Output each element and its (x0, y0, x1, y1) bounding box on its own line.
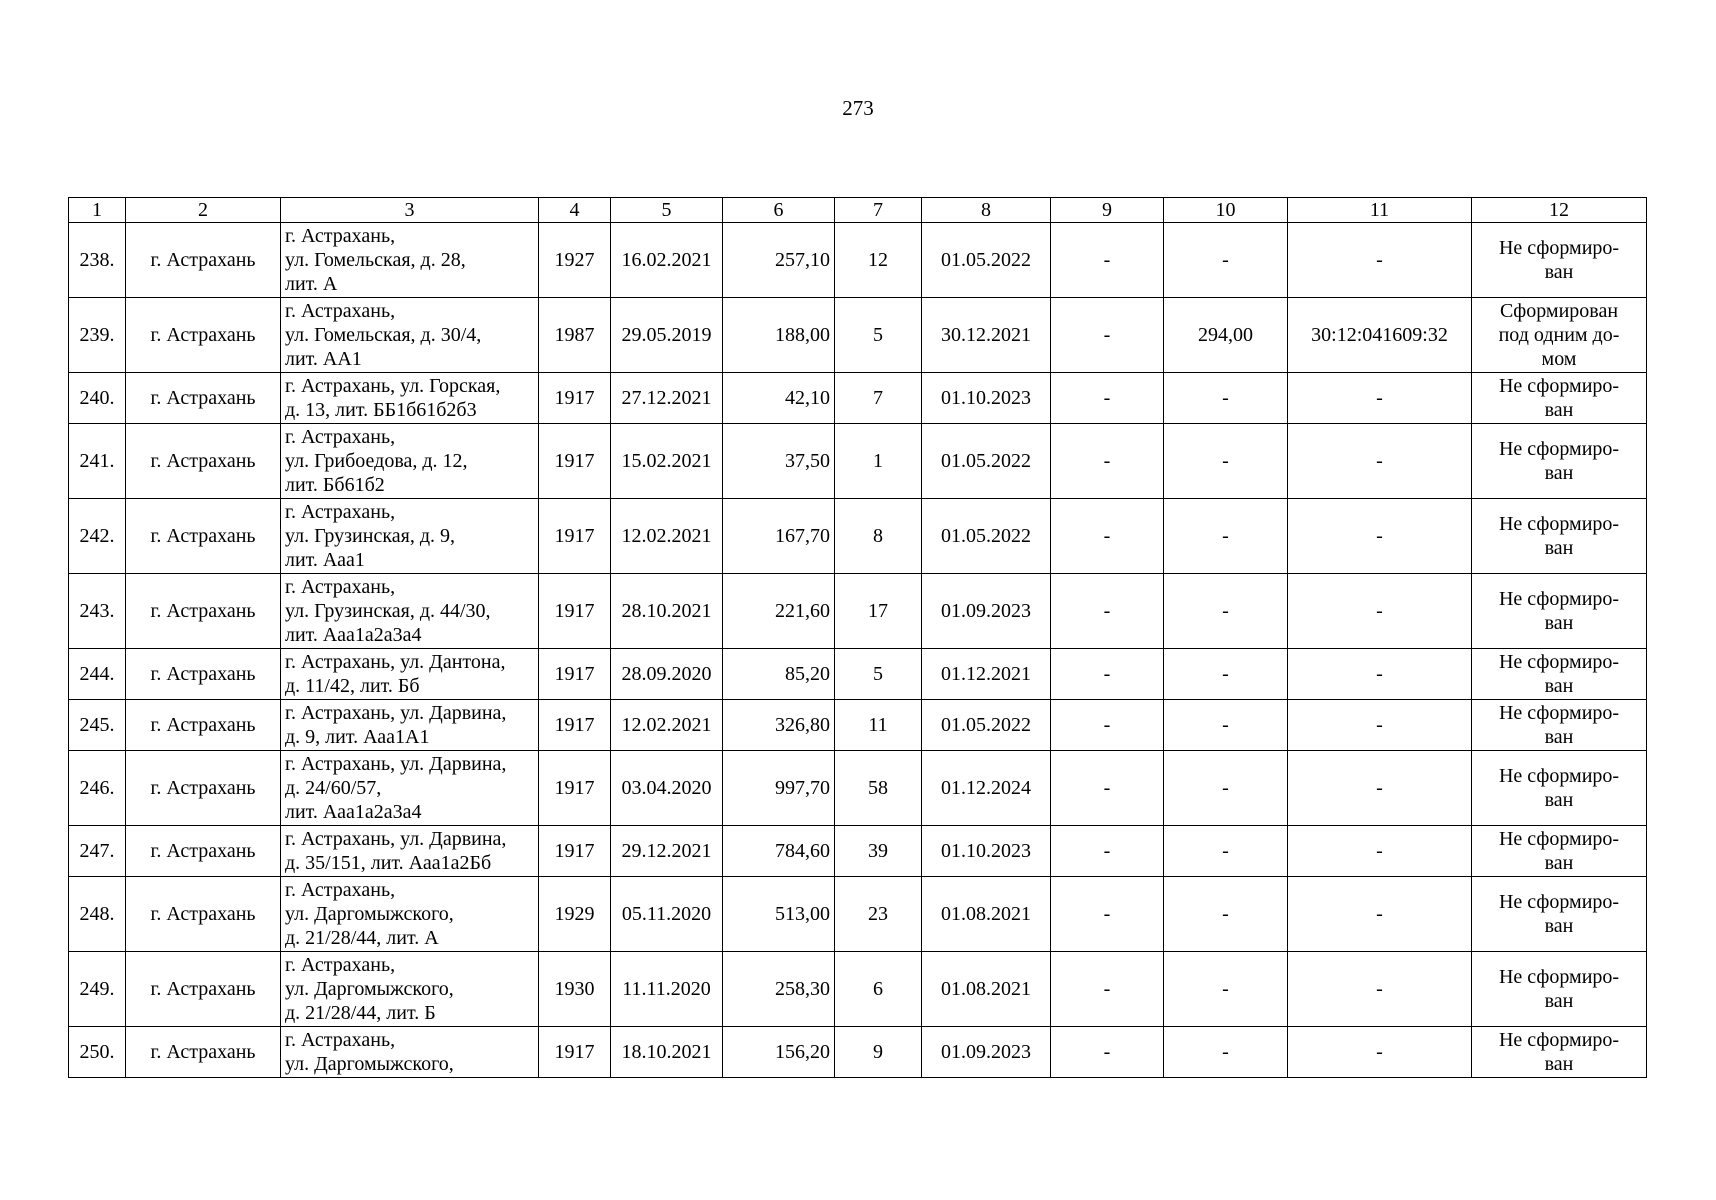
address-cell-line: ул. Грузинская, д. 9, (285, 525, 455, 547)
status-cell-line: ван (1544, 1053, 1574, 1075)
status-cell-line: ван (1544, 612, 1574, 634)
status-cell-line: ван (1544, 852, 1574, 874)
count-cell: 5 (835, 298, 922, 373)
col10-cell: - (1164, 649, 1288, 700)
address-cell-line: лит. Ааа1 (285, 549, 365, 571)
city-cell: г. Астрахань (126, 424, 281, 499)
col10-cell: - (1164, 877, 1288, 952)
status-cell (1472, 223, 1647, 298)
address-cell (281, 373, 539, 424)
status-cell-line: Не сформиро- (1498, 891, 1620, 913)
status-cell (1472, 877, 1647, 952)
count-cell: 23 (835, 877, 922, 952)
address-cell-line: г. Астрахань, (285, 576, 396, 598)
status-cell (1472, 1027, 1647, 1078)
count-cell: 39 (835, 826, 922, 877)
column-header: 1 (69, 198, 126, 223)
deadline-cell: 01.10.2023 (922, 373, 1051, 424)
status-cell-line: Не сформиро- (1498, 1029, 1620, 1051)
page-number: 273 (842, 96, 874, 120)
area-cell: 326,80 (723, 700, 835, 751)
address-cell-line: г. Астрахань, ул. Горская, (285, 375, 501, 397)
city-cell: г. Астрахань (126, 952, 281, 1027)
city-cell: г. Астрахань (126, 877, 281, 952)
col10-cell: - (1164, 1027, 1288, 1078)
deadline-cell: 01.05.2022 (922, 499, 1051, 574)
col9-cell: - (1051, 952, 1164, 1027)
city-cell: г. Астрахань (126, 223, 281, 298)
address-cell-line: д. 9, лит. Ааа1А1 (285, 726, 430, 748)
date-cell: 05.11.2020 (611, 877, 723, 952)
col10-cell: - (1164, 826, 1288, 877)
deadline-cell: 30.12.2021 (922, 298, 1051, 373)
address-cell-line: ул. Гомельская, д. 28, (285, 249, 466, 271)
deadline-cell: 01.12.2021 (922, 649, 1051, 700)
city-cell: г. Астрахань (126, 826, 281, 877)
count-cell: 7 (835, 373, 922, 424)
year-cell: 1917 (539, 700, 611, 751)
cadastral-cell: - (1288, 649, 1472, 700)
area-cell: 42,10 (723, 373, 835, 424)
status-cell (1472, 574, 1647, 649)
column-header: 11 (1288, 198, 1472, 223)
address-cell-line: ул. Грибоедова, д. 12, (285, 450, 468, 472)
column-header: 5 (611, 198, 723, 223)
row-number: 245. (69, 700, 126, 751)
city-cell: г. Астрахань (126, 574, 281, 649)
date-cell: 12.02.2021 (611, 700, 723, 751)
year-cell: 1930 (539, 952, 611, 1027)
address-cell-line: г. Астрахань, (285, 225, 396, 247)
year-cell: 1917 (539, 373, 611, 424)
status-cell-line: Не сформиро- (1498, 702, 1620, 724)
address-cell-line: г. Астрахань, ул. Дантона, (285, 651, 506, 673)
area-cell: 37,50 (723, 424, 835, 499)
address-cell (281, 1027, 539, 1078)
status-cell-line: под одним до- (1498, 324, 1620, 346)
status-cell (1472, 700, 1647, 751)
table-row (69, 373, 1647, 424)
status-cell-line: Не сформиро- (1498, 438, 1620, 460)
address-cell (281, 223, 539, 298)
count-cell: 58 (835, 751, 922, 826)
col9-cell: - (1051, 1027, 1164, 1078)
col10-cell: - (1164, 499, 1288, 574)
city-cell: г. Астрахань (126, 499, 281, 574)
cadastral-cell: - (1288, 223, 1472, 298)
year-cell: 1917 (539, 1027, 611, 1078)
cadastral-cell: - (1288, 1027, 1472, 1078)
col10-cell: - (1164, 751, 1288, 826)
address-cell (281, 700, 539, 751)
date-cell: 28.10.2021 (611, 574, 723, 649)
col9-cell: - (1051, 223, 1164, 298)
year-cell: 1929 (539, 877, 611, 952)
count-cell: 11 (835, 700, 922, 751)
status-cell (1472, 499, 1647, 574)
row-number: 249. (69, 952, 126, 1027)
count-cell: 8 (835, 499, 922, 574)
area-cell: 258,30 (723, 952, 835, 1027)
col9-cell: - (1051, 298, 1164, 373)
col10-cell: - (1164, 574, 1288, 649)
status-cell (1472, 751, 1647, 826)
col9-cell: - (1051, 424, 1164, 499)
col9-cell: - (1051, 751, 1164, 826)
column-header: 10 (1164, 198, 1288, 223)
col10-cell: - (1164, 424, 1288, 499)
deadline-cell: 01.05.2022 (922, 424, 1051, 499)
status-cell-line: Не сформиро- (1498, 513, 1620, 535)
date-cell: 29.05.2019 (611, 298, 723, 373)
col10-cell: - (1164, 952, 1288, 1027)
status-cell-line: ван (1544, 462, 1574, 484)
address-cell-line: лит. Ааа1а2а3а4 (285, 801, 422, 823)
year-cell: 1917 (539, 751, 611, 826)
cadastral-cell: - (1288, 574, 1472, 649)
count-cell: 17 (835, 574, 922, 649)
address-cell-line: ул. Даргомыжского, (285, 903, 454, 925)
year-cell: 1917 (539, 499, 611, 574)
table-body (69, 223, 1647, 1078)
year-cell: 1917 (539, 574, 611, 649)
address-cell-line: г. Астрахань, (285, 300, 396, 322)
column-number-row (69, 198, 1647, 223)
status-cell-line: ван (1544, 537, 1574, 559)
address-cell (281, 877, 539, 952)
address-cell-line: г. Астрахань, (285, 879, 396, 901)
status-cell-line: ван (1544, 789, 1574, 811)
area-cell: 156,20 (723, 1027, 835, 1078)
status-cell-line: Не сформиро- (1498, 375, 1620, 397)
table-row (69, 952, 1647, 1027)
housing-register-table (68, 197, 1647, 1078)
year-cell: 1927 (539, 223, 611, 298)
address-cell-line: г. Астрахань, (285, 501, 396, 523)
city-cell: г. Астрахань (126, 373, 281, 424)
column-header: 3 (281, 198, 539, 223)
count-cell: 6 (835, 952, 922, 1027)
table-row (69, 649, 1647, 700)
year-cell: 1917 (539, 826, 611, 877)
deadline-cell: 01.05.2022 (922, 700, 1051, 751)
col9-cell: - (1051, 649, 1164, 700)
row-number: 244. (69, 649, 126, 700)
row-number: 242. (69, 499, 126, 574)
row-number: 241. (69, 424, 126, 499)
area-cell: 188,00 (723, 298, 835, 373)
row-number: 243. (69, 574, 126, 649)
status-cell-line: ван (1544, 726, 1574, 748)
col10-cell: - (1164, 373, 1288, 424)
table-row (69, 298, 1647, 373)
year-cell: 1917 (539, 424, 611, 499)
date-cell: 18.10.2021 (611, 1027, 723, 1078)
status-cell (1472, 298, 1647, 373)
status-cell-line: ван (1544, 399, 1574, 421)
cadastral-cell: - (1288, 373, 1472, 424)
address-cell-line: г. Астрахань, ул. Дарвина, (285, 828, 507, 850)
status-cell-line: Сформирован (1499, 300, 1619, 322)
cadastral-cell: - (1288, 952, 1472, 1027)
col10-cell: 294,00 (1164, 298, 1288, 373)
address-cell-line: ул. Грузинская, д. 44/30, (285, 600, 491, 622)
column-header: 9 (1051, 198, 1164, 223)
status-cell-line: ван (1544, 261, 1574, 283)
status-cell-line: Не сформиро- (1498, 588, 1620, 610)
row-number: 247. (69, 826, 126, 877)
address-cell-line: г. Астрахань, (285, 954, 396, 976)
address-cell-line: д. 11/42, лит. Бб (285, 675, 420, 697)
col10-cell: - (1164, 700, 1288, 751)
year-cell: 1917 (539, 649, 611, 700)
address-cell-line: лит. Ааа1а2а3а4 (285, 624, 422, 646)
table-row (69, 499, 1647, 574)
address-cell-line: ул. Даргомыжского, (285, 1053, 454, 1075)
col9-cell: - (1051, 373, 1164, 424)
status-cell-line: Не сформиро- (1498, 651, 1620, 673)
deadline-cell: 01.08.2021 (922, 877, 1051, 952)
cadastral-cell: - (1288, 751, 1472, 826)
date-cell: 16.02.2021 (611, 223, 723, 298)
row-number: 239. (69, 298, 126, 373)
area-cell: 85,20 (723, 649, 835, 700)
table-row (69, 751, 1647, 826)
deadline-cell: 01.09.2023 (922, 574, 1051, 649)
column-header: 8 (922, 198, 1051, 223)
date-cell: 11.11.2020 (611, 952, 723, 1027)
column-header: 7 (835, 198, 922, 223)
address-cell-line: д. 24/60/57, (285, 777, 382, 799)
cadastral-cell: - (1288, 424, 1472, 499)
area-cell: 784,60 (723, 826, 835, 877)
address-cell-line: лит. А (285, 273, 338, 295)
year-cell: 1987 (539, 298, 611, 373)
area-cell: 997,70 (723, 751, 835, 826)
area-cell: 221,60 (723, 574, 835, 649)
city-cell: г. Астрахань (126, 700, 281, 751)
address-cell-line: д. 21/28/44, лит. А (285, 927, 439, 949)
status-cell-line: мом (1541, 348, 1577, 370)
row-number: 250. (69, 1027, 126, 1078)
status-cell-line: Не сформиро- (1498, 828, 1620, 850)
city-cell: г. Астрахань (126, 751, 281, 826)
table-row (69, 223, 1647, 298)
count-cell: 1 (835, 424, 922, 499)
status-cell-line: ван (1544, 915, 1574, 937)
status-cell-line: Не сформиро- (1498, 237, 1620, 259)
city-cell: г. Астрахань (126, 1027, 281, 1078)
status-cell (1472, 424, 1647, 499)
status-cell-line: Не сформиро- (1498, 765, 1620, 787)
address-cell (281, 952, 539, 1027)
address-cell (281, 499, 539, 574)
table-row (69, 424, 1647, 499)
deadline-cell: 01.12.2024 (922, 751, 1051, 826)
address-cell-line: г. Астрахань, ул. Дарвина, (285, 702, 507, 724)
date-cell: 27.12.2021 (611, 373, 723, 424)
address-cell (281, 649, 539, 700)
col10-cell: - (1164, 223, 1288, 298)
deadline-cell: 01.10.2023 (922, 826, 1051, 877)
col9-cell: - (1051, 574, 1164, 649)
deadline-cell: 01.05.2022 (922, 223, 1051, 298)
address-cell (281, 298, 539, 373)
address-cell-line: лит. Бб61б2 (285, 474, 385, 496)
status-cell (1472, 373, 1647, 424)
date-cell: 29.12.2021 (611, 826, 723, 877)
count-cell: 9 (835, 1027, 922, 1078)
row-number: 240. (69, 373, 126, 424)
city-cell: г. Астрахань (126, 298, 281, 373)
column-header: 6 (723, 198, 835, 223)
status-cell (1472, 649, 1647, 700)
column-header: 12 (1472, 198, 1647, 223)
date-cell: 12.02.2021 (611, 499, 723, 574)
table-row (69, 700, 1647, 751)
address-cell-line: д. 35/151, лит. Ааа1а2Бб (285, 852, 492, 874)
deadline-cell: 01.08.2021 (922, 952, 1051, 1027)
area-cell: 167,70 (723, 499, 835, 574)
cadastral-cell: 30:12:041609:32 (1288, 298, 1472, 373)
deadline-cell: 01.09.2023 (922, 1027, 1051, 1078)
col9-cell: - (1051, 499, 1164, 574)
area-cell: 257,10 (723, 223, 835, 298)
row-number: 238. (69, 223, 126, 298)
table-row (69, 877, 1647, 952)
status-cell-line: Не сформиро- (1498, 966, 1620, 988)
area-cell: 513,00 (723, 877, 835, 952)
status-cell-line: ван (1544, 675, 1574, 697)
cadastral-cell: - (1288, 499, 1472, 574)
date-cell: 28.09.2020 (611, 649, 723, 700)
column-header: 4 (539, 198, 611, 223)
status-cell (1472, 826, 1647, 877)
address-cell (281, 424, 539, 499)
address-cell-line: лит. АА1 (285, 348, 362, 370)
count-cell: 12 (835, 223, 922, 298)
address-cell-line: г. Астрахань, (285, 1029, 396, 1051)
table-row (69, 1027, 1647, 1078)
address-cell (281, 574, 539, 649)
address-cell-line: г. Астрахань, ул. Дарвина, (285, 753, 507, 775)
address-cell-line: ул. Даргомыжского, (285, 978, 454, 1000)
address-cell-line: г. Астрахань, (285, 426, 396, 448)
row-number: 248. (69, 877, 126, 952)
col9-cell: - (1051, 700, 1164, 751)
address-cell-line: д. 13, лит. ББ1б61б2б3 (285, 399, 477, 421)
date-cell: 03.04.2020 (611, 751, 723, 826)
column-header: 2 (126, 198, 281, 223)
status-cell (1472, 952, 1647, 1027)
city-cell: г. Астрахань (126, 649, 281, 700)
cadastral-cell: - (1288, 826, 1472, 877)
date-cell: 15.02.2021 (611, 424, 723, 499)
row-number: 246. (69, 751, 126, 826)
address-cell-line: д. 21/28/44, лит. Б (285, 1002, 436, 1024)
address-cell-line: ул. Гомельская, д. 30/4, (285, 324, 482, 346)
cadastral-cell: - (1288, 877, 1472, 952)
address-cell (281, 751, 539, 826)
table-row (69, 826, 1647, 877)
count-cell: 5 (835, 649, 922, 700)
status-cell-line: ван (1544, 990, 1574, 1012)
table-row (69, 574, 1647, 649)
col9-cell: - (1051, 877, 1164, 952)
address-cell (281, 826, 539, 877)
col9-cell: - (1051, 826, 1164, 877)
cadastral-cell: - (1288, 700, 1472, 751)
